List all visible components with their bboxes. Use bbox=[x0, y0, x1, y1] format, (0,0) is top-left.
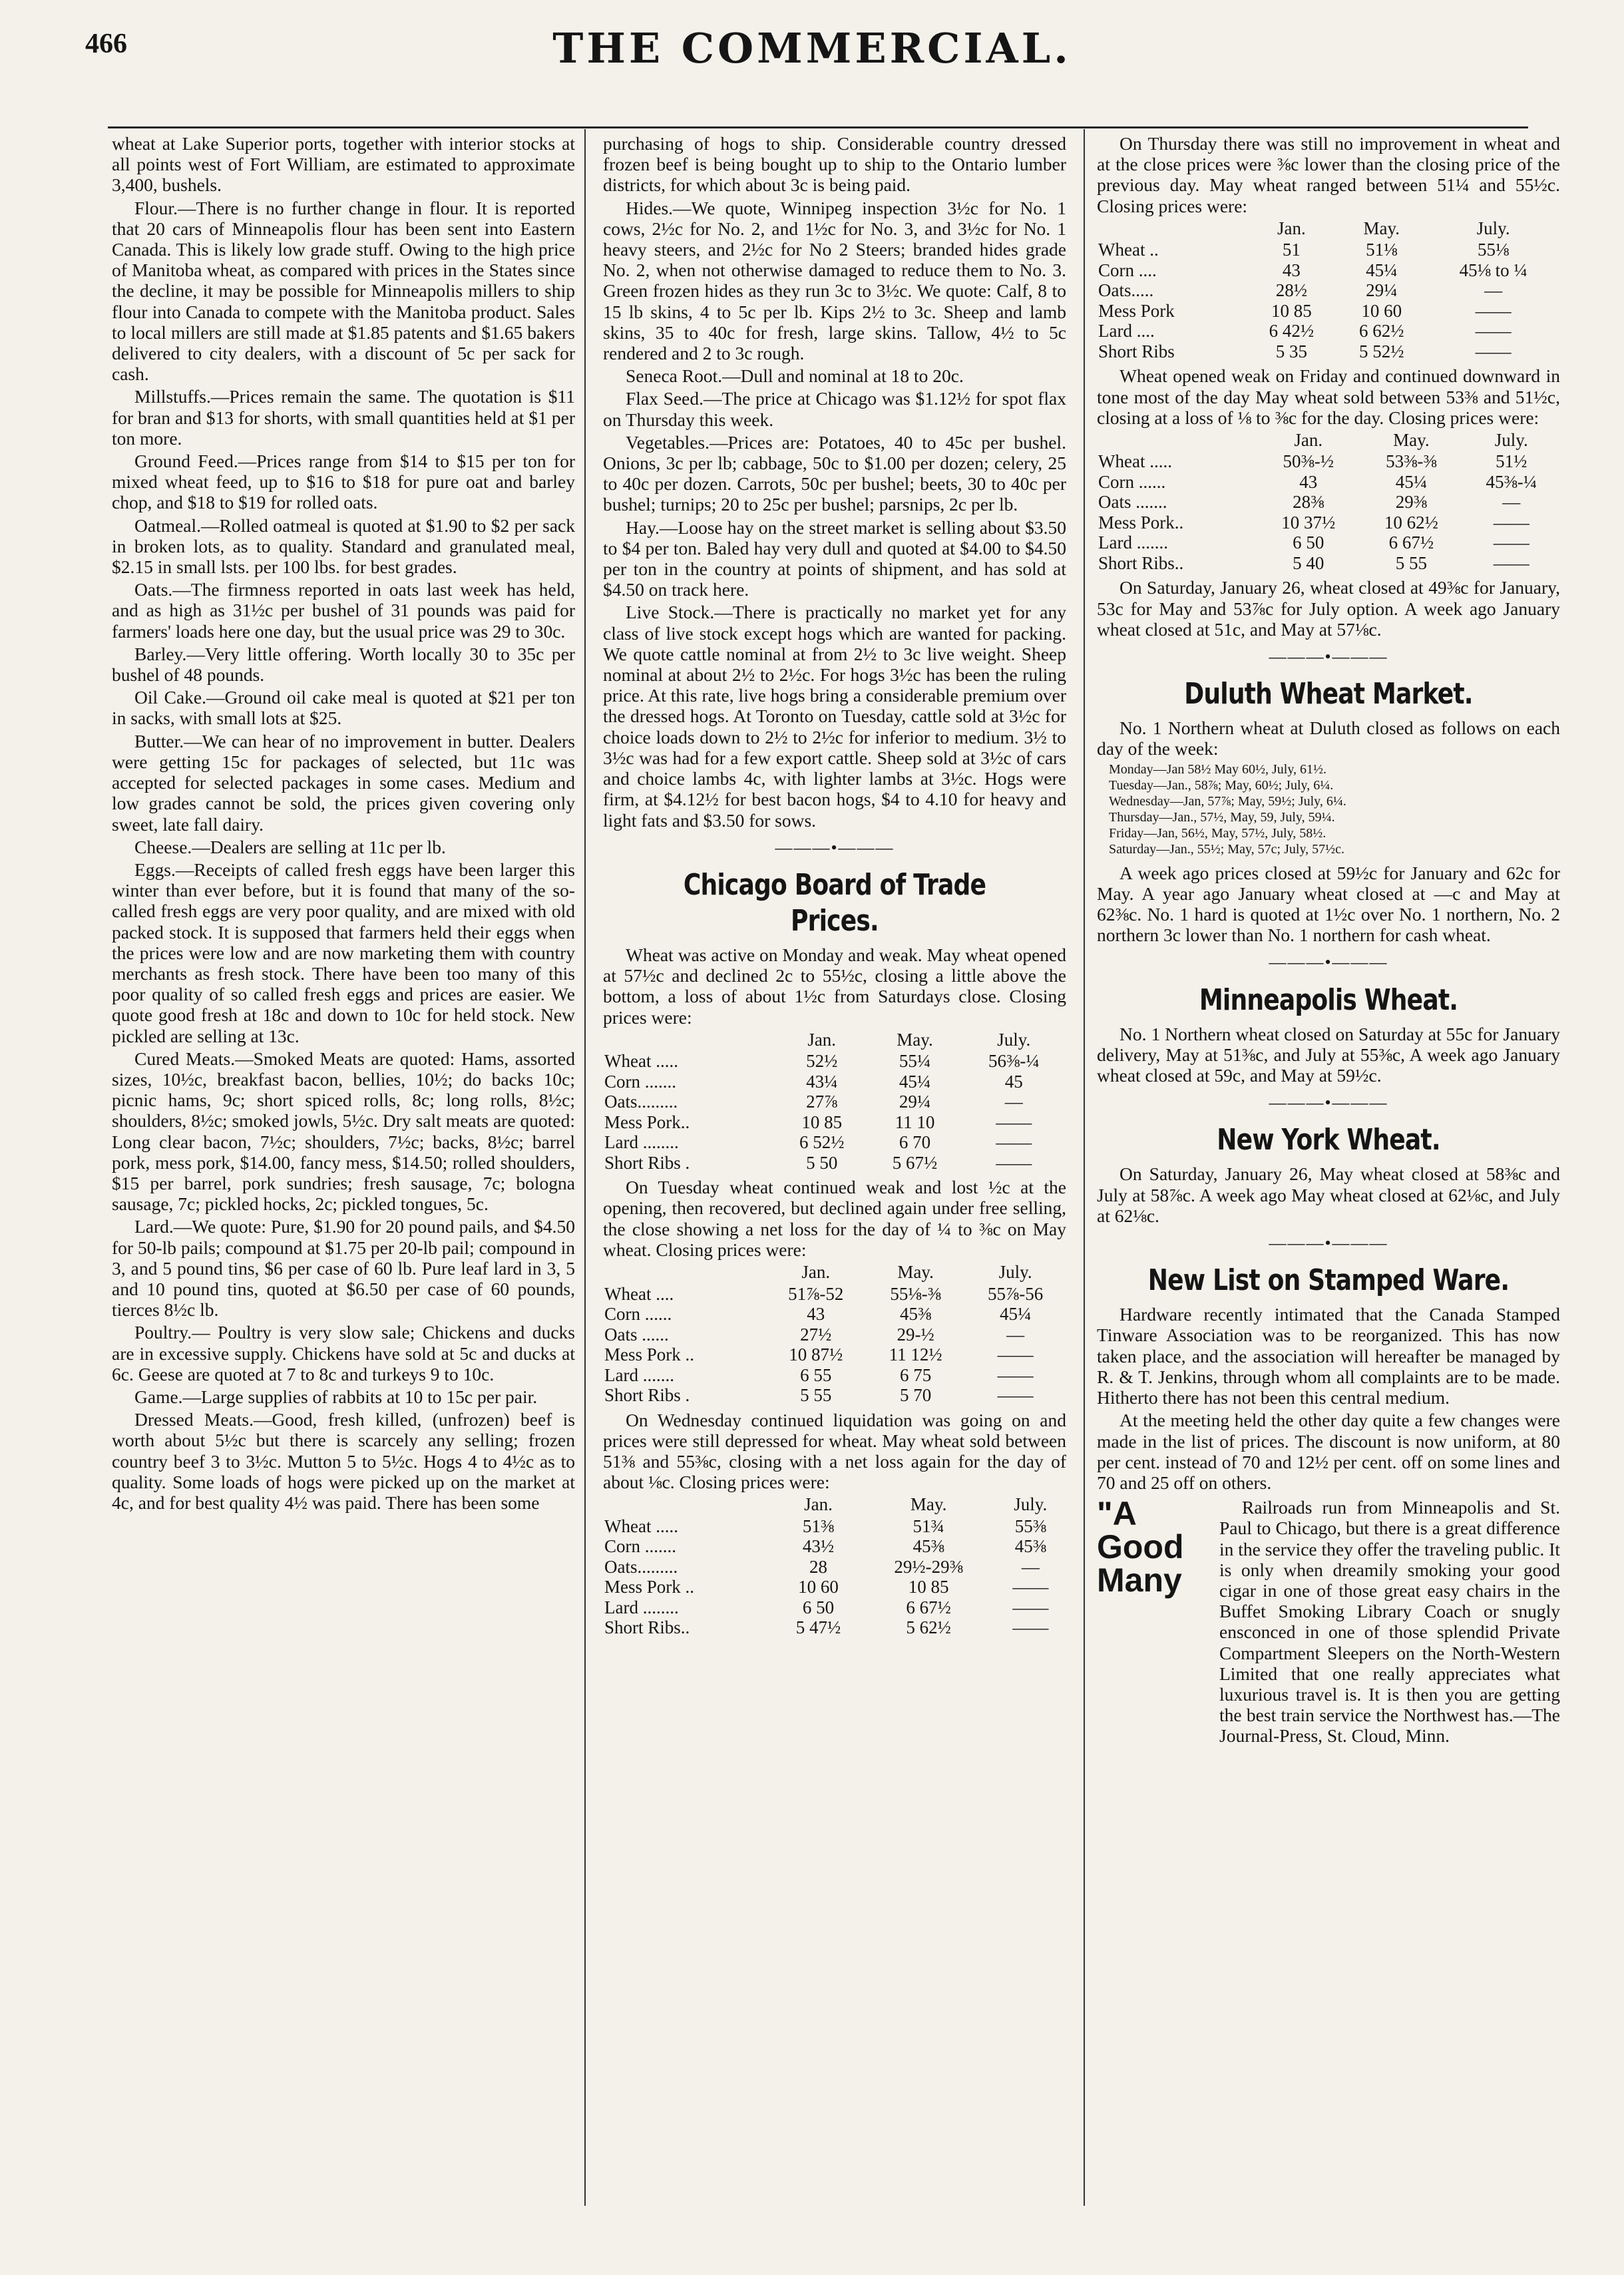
article-paragraph: No. 1 Northern wheat at Duluth closed as follows on each day of the week: bbox=[1097, 718, 1560, 759]
price-cell: 51⅞-52 bbox=[788, 1283, 844, 1304]
price-cell: 45¼ bbox=[999, 1304, 1032, 1325]
article-paragraph: Flour.—There is no further change in flour. It is reported that 20 cars of Minneapolis flour has been sent into Eastern Canada. This is likely low grade stuff. Owing to the high price of Manitoba wheat, as compared with prices in the States since the decline, it may be possible for Minneapolis millers to ship flour into Canada to compete with the Manitoba product. Sales to local millers are still made at $1.85 patents and $1.65 bakers delivered to city dealers, with a discount of 5c per sack for cash. bbox=[112, 197, 575, 385]
table-header-cell bbox=[1097, 430, 1257, 452]
price-cell: 52½ bbox=[806, 1051, 838, 1072]
table-row bbox=[603, 1112, 1066, 1133]
article-paragraph: On Tuesday wheat continued weak and lost ½c at the opening, then recovered, but declined again under free selling, the close showing a net loss for the day of ¼ to ⅜c on May wheat. Closing prices were: bbox=[603, 1177, 1066, 1260]
table-row bbox=[603, 1132, 1066, 1153]
price-cell: 55⅛-⅜ bbox=[890, 1283, 941, 1304]
section-divider: ———•——— bbox=[1269, 1233, 1388, 1253]
price-cell: 55⅛ bbox=[1478, 240, 1510, 260]
article-paragraph: Butter.—We can hear of no improvement in butter. Dealers were getting 15c for packages of selected, but 11c was accepted for selected packages in some cases. Medium and low grades cannot be sold, the prices given covering only sweet, late fall dairy. bbox=[112, 730, 575, 835]
table-header-cell bbox=[603, 1494, 774, 1516]
commodity-label: Corn ...... bbox=[604, 1304, 672, 1325]
article-paragraph: Seneca Root.—Dull and nominal at 18 to 20c. bbox=[626, 365, 964, 387]
price-cell: —— bbox=[996, 1152, 1032, 1173]
price-cell: 43¼ bbox=[806, 1071, 838, 1092]
table-row bbox=[1097, 321, 1560, 341]
price-cell: —— bbox=[1493, 532, 1529, 553]
table-row bbox=[603, 1617, 1066, 1638]
article-paragraph: Hides.—We quote, Winnipeg inspection 3½c for No. 1 cows, 2½c for No. 2, and 1½c for No. 3, and 3½c for No. 1 heavy steers, and 2½c for No 2 Steers; branded hides grade No. 2, when not otherwise damaged to reduce them to No. 3. Green frozen hides as they run 3c to 3½c. We quote: Calf, 8 to 15 lb skins, 4 to 5c per lb. Kips 2½ to 3c. Sheep and lamb skins, 35 to 40c for fresh, large skins. Tallow, 4½ to 5c rendered and 2 to 3c rough. bbox=[603, 197, 1066, 364]
article-paragraph: Vegetables.—Prices are: Potatoes, 40 to 45c per bushel. Onions, 3c per lb; cabbage, 50c to $1.00 per dozen; celery, 25 to 40c per dozen. Carrots, 50c per bushel; beets, 30 to 40c per bushel; turnips; 20 to 25c per bushel; parsnips, 2c per lb. bbox=[603, 431, 1066, 515]
table-header-cell: May. bbox=[1393, 429, 1430, 450]
table-header-row bbox=[1097, 430, 1560, 452]
table-row bbox=[603, 1385, 1066, 1406]
price-cell: 45⅜ bbox=[913, 1536, 944, 1557]
commodity-label: Wheat ..... bbox=[1098, 451, 1172, 472]
price-cell: —— bbox=[1475, 321, 1512, 341]
price-cell: 43 bbox=[1299, 471, 1318, 492]
price-cell: — bbox=[1484, 280, 1503, 301]
price-cell: 45¼ bbox=[1395, 471, 1427, 492]
article-paragraph: Live Stock.—There is practically no market yet for any class of live stock except hogs which are wanted for packing. We quote cattle nominal at from 2½ to 3c live weight. Sheep nominal at about 2½ to 2½c. For hogs 3½c has been the ruling price. At this rate, live hogs bring a considerable premium over the dressed hogs. At Toronto on Tuesday, cattle sold at 3½c for choice loads down to 2½ to 2½c for inferior to medium. 3½ to 3½c was had for a few export cattle. Sheep sold at 3½c of cars and choice lambs 4c, with lighter lambs at 3½c. Hogs were firm, at $4.12½ for best bacon hogs, $4 to 4.10 for heavy and light fats and $3.50 for sows. bbox=[603, 602, 1066, 831]
article-paragraph: On Thursday there was still no improvement in wheat and at the close prices were ⅜c lower than the closing price of the previous day. May wheat ranged between 51¼ and 55½c. Closing prices were: bbox=[1097, 133, 1560, 216]
article-paragraph: Oatmeal.—Rolled oatmeal is quoted at $1.90 to $2 per sack in broken lots, as to quality. Standard and granulated meal, $2.15 in small lsts. per 100 lbs. for best grades. bbox=[112, 515, 575, 578]
price-cell: 5 70 bbox=[900, 1385, 932, 1406]
table-row bbox=[603, 1284, 1066, 1305]
price-cell: 45¼ bbox=[899, 1071, 931, 1092]
table-row bbox=[1097, 341, 1560, 362]
table-header-cell: Jan. bbox=[804, 1494, 833, 1515]
article-paragraph: Cured Meats.—Smoked Meats are quoted: Hams, assorted sizes, 10½c, breakfast bacon, bellies, 10½; do backs 10c; picnic hams, 9c; short spiced rolls, 8c; long rolls, 8½c; shoulders, 8½c; smoked jowls, 5½c. Dry salt meats are quoted: Long clear bacon, 7½c; shoulders, 7½c; backs, 8½c; barrel pork, mess pork, $14.00, fancy mess, $14.50; rolled shoulders, $15 per barrel, pork sundries; fresh sausage, 7c; bologna sausage, 7c; pickled hocks, 2c; pickled tongues, 5c. bbox=[112, 1048, 575, 1215]
commodity-label: Oats ....... bbox=[1098, 492, 1167, 513]
price-cell: 45¼ bbox=[1366, 260, 1398, 280]
table-header-row bbox=[603, 1494, 1066, 1516]
price-cell: —— bbox=[1493, 552, 1529, 573]
table-row bbox=[603, 1536, 1066, 1557]
ad-body: Railroads run from Minneapolis and St. Paul to Chicago, but there is a great difference in the service they offer the traveling public. It is only when dreamily smoking your good cigar in one of those great easy chairs in the Buffet Smoking Library Coach or snugly ensconced in one of those splendid Private Compartment Sleepers on the North-Western Limited that one really appreciates what luxurious travel is. It is then you are getting the best train service the Northwest has.—The Journal-Press, St. Cloud, Minn. bbox=[1219, 1497, 1560, 1747]
article-paragraph: Oil Cake.—Ground oil cake meal is quoted at $21 per ton in sacks, with small lots at $25. bbox=[112, 687, 575, 729]
commodity-label: Oats..... bbox=[1098, 280, 1154, 301]
price-cell: —— bbox=[996, 1112, 1032, 1132]
table-header-cell: Jan. bbox=[1277, 218, 1306, 238]
price-cell: 10 87½ bbox=[789, 1344, 843, 1365]
article-paragraph: No. 1 Northern wheat closed on Saturday at 55c for January delivery, May at 51⅜c, and July at 55⅜c, A week ago January wheat closed at 59c, and May at 59½c. bbox=[1097, 1023, 1560, 1086]
table-row bbox=[603, 1344, 1066, 1365]
table-row bbox=[603, 1557, 1066, 1577]
price-cell: 11 10 bbox=[895, 1112, 935, 1132]
price-cell: 28½ bbox=[1275, 280, 1308, 301]
table-header-cell bbox=[603, 1030, 775, 1052]
table-header-cell: May. bbox=[897, 1262, 934, 1283]
price-cell: 45⅛ to ¼ bbox=[1459, 260, 1527, 280]
table-header-cell: July. bbox=[998, 1262, 1032, 1283]
table-row bbox=[603, 1577, 1066, 1597]
price-cell: 10 62½ bbox=[1384, 512, 1438, 532]
article-paragraph: At the meeting held the other day quite a few changes were made in the list of prices. The discount is now uniform, at 80 per cent. instead of 70 and 12½ per cent. off on some lines and 70 and 25 off on others. bbox=[1097, 1410, 1560, 1493]
price-cell: 5 52½ bbox=[1358, 341, 1404, 361]
article-paragraph: Lard.—We quote: Pure, $1.90 for 20 pound pails, and $4.50 for 50-lb pails; compound at $1.75 per 20-lb pail; compound in 3, and 5 pound tins, $6 per case of 60 lb. Pure leaf lard in 3, 5 and 10 pound tins, quoted at $6.50 per case of 60 pounds, tierces 8½c lb. bbox=[112, 1216, 575, 1321]
column-3 bbox=[1097, 133, 1560, 2210]
list-item: Wednesday—Jan, 57⅞; May, 59½; July, 6¼. bbox=[1109, 793, 1346, 809]
price-cell: —— bbox=[997, 1364, 1034, 1385]
table-header-cell: July. bbox=[1014, 1494, 1048, 1515]
price-cell: — bbox=[1004, 1092, 1023, 1112]
price-cell: 45 bbox=[1004, 1071, 1023, 1092]
table-row bbox=[603, 1072, 1066, 1092]
commodity-label: Lard ........ bbox=[604, 1597, 679, 1617]
price-cell: 10 85 bbox=[1271, 300, 1312, 321]
price-cell: 6 75 bbox=[900, 1364, 932, 1385]
article-paragraph: Poultry.— Poultry is very slow sale; Chickens and ducks are in excessive supply. Chickens have sold at 5c and ducks at 6c. Geese are quoted at 7 to 8c and turkeys 9 to 10c. bbox=[112, 1322, 575, 1384]
price-cell: 10 37½ bbox=[1281, 512, 1336, 532]
table-row bbox=[603, 1051, 1066, 1072]
column-1 bbox=[112, 133, 575, 2210]
price-cell: 45⅜ bbox=[1014, 1536, 1046, 1557]
article-paragraph: On Wednesday continued liquidation was going on and prices were still depressed for wheat. May wheat sold between 51⅜ and 55⅜c, closing with a net loss again for the day of about ⅛c. Closing prices were: bbox=[603, 1409, 1066, 1493]
duluth-headline: Duluth Wheat Market. bbox=[1184, 677, 1473, 712]
commodity-label: Lard .... bbox=[1098, 321, 1155, 341]
commodity-label: Mess Pork bbox=[1098, 300, 1175, 321]
price-cell: —— bbox=[1493, 512, 1529, 532]
price-cell: 28 bbox=[809, 1556, 827, 1577]
table-header-cell: Jan. bbox=[1294, 429, 1323, 450]
table-row bbox=[1097, 240, 1560, 260]
table-header-cell: July. bbox=[997, 1029, 1031, 1050]
article-paragraph: purchasing of hogs to ship. Considerable country dressed frozen beef is being bought up to ship to the Ontario lumber districts, for which about 3c is being paid. bbox=[603, 133, 1066, 196]
price-cell: —— bbox=[1475, 300, 1512, 321]
price-cell: 53⅜-⅜ bbox=[1386, 451, 1437, 472]
table-header-cell: July. bbox=[1476, 218, 1510, 238]
commodity-label: Mess Pork .. bbox=[604, 1344, 695, 1365]
chicago-headline: Chicago Board of Trade Prices. bbox=[683, 867, 986, 938]
price-cell: 29¼ bbox=[1366, 280, 1398, 301]
article-paragraph: A week ago prices closed at 59½c for January and 62c for May. A year ago January wheat closed at —c and May at 62⅜c. No. 1 hard is quoted at 1½c over No. 1 northern, No. 2 northern 3c lower than No. 1 northern for cash wheat. bbox=[1097, 862, 1560, 946]
article-paragraph: Millstuffs.—Prices remain the same. The quotation is $11 for bran and $13 for shorts, with small quantities held at $1 per ton more. bbox=[112, 386, 575, 449]
article-paragraph: Hardware recently intimated that the Canada Stamped Tinware Association was to be reorganized. This has now taken place, and the association will hereafter be managed by R. & T. Jenkins, through whom all complaints are to be made. Hitherto there has not been this central medium. bbox=[1097, 1304, 1560, 1408]
price-cell: 6 70 bbox=[899, 1132, 931, 1153]
table-row bbox=[1097, 301, 1560, 321]
price-cell: 50⅜-½ bbox=[1283, 451, 1334, 472]
duluth-daily-list bbox=[1109, 761, 1560, 857]
price-cell: 27½ bbox=[800, 1324, 832, 1344]
article-paragraph: Game.—Large supplies of rabbits at 10 to 15c per pair. bbox=[134, 1386, 538, 1407]
price-cell: —— bbox=[997, 1385, 1034, 1406]
commodity-label: Short Ribs . bbox=[604, 1152, 690, 1173]
table-header-cell: May. bbox=[897, 1029, 933, 1050]
price-cell: 51⅜ bbox=[802, 1516, 835, 1536]
price-cell: 6 55 bbox=[800, 1364, 832, 1385]
article-paragraph: Dressed Meats.—Good, fresh killed, (unfrozen) beef is worth about 5½c but there is scarcely any selling; frozen country beef 3 to 3½c. Mutton 5 to 5½c. Hogs 4 to 4½c as to quality. Some loads of hogs were picked up on the market at 4c, and for best quality 4½ was paid. There has been some bbox=[112, 1409, 575, 1513]
commodity-label: Corn ....... bbox=[604, 1536, 676, 1557]
table-row bbox=[1097, 492, 1560, 513]
table-row bbox=[603, 1153, 1066, 1173]
price-cell: 6 50 bbox=[802, 1597, 835, 1617]
price-cell: 55⅜ bbox=[1014, 1516, 1046, 1536]
section-divider: ———•——— bbox=[1269, 1093, 1388, 1113]
price-cell: 5 40 bbox=[1293, 552, 1324, 573]
commodity-label: Lard ........ bbox=[604, 1132, 679, 1153]
section-divider: ———•——— bbox=[1269, 647, 1388, 667]
article-paragraph: Cheese.—Dealers are selling at 11c per lb. bbox=[134, 836, 446, 857]
commodity-label: Wheat ..... bbox=[604, 1051, 678, 1072]
article-paragraph: Wheat was active on Monday and weak. May wheat opened at 57½c and declined 2c to 55½c, closing a little above the bottom, a loss of about 1½c from Saturdays close. Closing prices were: bbox=[603, 944, 1066, 1028]
price-cell: —— bbox=[1012, 1597, 1049, 1617]
price-table bbox=[603, 1262, 1066, 1406]
table-row bbox=[1097, 553, 1560, 574]
price-cell: 43 bbox=[1282, 260, 1301, 280]
article-paragraph: On Saturday, January 26, May wheat closed at 58⅜c and July at 58⅞c. A week ago May wheat closed at 62⅛c, and July at 62⅛c. bbox=[1097, 1163, 1560, 1226]
commodity-label: Mess Pork .. bbox=[604, 1577, 695, 1597]
price-cell: 55¼ bbox=[899, 1051, 931, 1072]
price-cell: 29¼ bbox=[899, 1092, 931, 1112]
commodity-label: Short Ribs.. bbox=[604, 1617, 690, 1638]
table-row bbox=[603, 1304, 1066, 1325]
list-item: Thursday—Jan., 57½, May, 59, July, 59¼. bbox=[1109, 809, 1335, 825]
price-cell: 45⅜-¼ bbox=[1486, 471, 1537, 492]
column-divider-1 bbox=[584, 129, 586, 2206]
price-cell: 55⅞-56 bbox=[987, 1283, 1044, 1304]
table-row bbox=[1097, 513, 1560, 533]
article-paragraph: wheat at Lake Superior ports, together with interior stocks at all points west of Fort William, are estimated to approximate 3,400, bushels. bbox=[112, 133, 575, 196]
commodity-label: Corn ....... bbox=[604, 1071, 676, 1092]
price-cell: 56⅜-¼ bbox=[988, 1051, 1040, 1072]
commodity-label: Oats ...... bbox=[604, 1324, 669, 1344]
price-cell: 5 67½ bbox=[892, 1152, 938, 1173]
section-divider: ———•——— bbox=[1269, 952, 1388, 972]
price-cell: 6 52½ bbox=[799, 1132, 845, 1153]
price-cell: 10 60 bbox=[798, 1577, 839, 1597]
price-cell: — bbox=[1502, 492, 1521, 513]
article-paragraph: On Saturday, January 26, wheat closed at 49⅜c for January, 53c for May and 53⅞c for July option. A week ago January wheat closed at 51c, and May at 57⅛c. bbox=[1097, 577, 1560, 640]
table-header-row bbox=[603, 1262, 1066, 1284]
commodity-label: Corn .... bbox=[1098, 260, 1157, 280]
price-cell: 29⅜ bbox=[1395, 492, 1427, 513]
table-header-cell bbox=[1097, 218, 1247, 240]
price-cell: 51⅛ bbox=[1366, 240, 1398, 260]
commodity-label: Mess Pork.. bbox=[1098, 512, 1184, 532]
price-cell: 29-½ bbox=[897, 1324, 934, 1344]
price-cell: —— bbox=[1475, 341, 1512, 361]
price-cell: — bbox=[1021, 1556, 1040, 1577]
price-cell: —— bbox=[996, 1132, 1032, 1153]
price-cell: 5 55 bbox=[1395, 552, 1427, 573]
commodity-label: Short Ribs.. bbox=[1098, 552, 1184, 573]
page-number: 466 bbox=[85, 29, 127, 59]
table-row bbox=[603, 1325, 1066, 1345]
commodity-label: Oats......... bbox=[604, 1556, 678, 1577]
price-cell: 51¾ bbox=[913, 1516, 944, 1536]
price-cell: 5 35 bbox=[1275, 341, 1308, 361]
price-table bbox=[603, 1030, 1066, 1173]
list-item: Friday—Jan, 56½, May, 57½, July, 58½. bbox=[1109, 825, 1326, 841]
article-paragraph: Flax Seed.—The price at Chicago was $1.12½ for spot flax on Thursday this week. bbox=[603, 388, 1066, 430]
commodity-label: Short Ribs bbox=[1098, 341, 1175, 361]
table-row bbox=[603, 1516, 1066, 1537]
commodity-label: Wheat ..... bbox=[604, 1516, 678, 1536]
header-rule bbox=[108, 126, 1528, 128]
price-cell: 27⅞ bbox=[806, 1092, 838, 1112]
minneapolis-headline: Minneapolis Wheat. bbox=[1199, 982, 1458, 1017]
price-table bbox=[1097, 430, 1560, 574]
price-cell: 6 50 bbox=[1293, 532, 1324, 553]
commodity-label: Short Ribs . bbox=[604, 1385, 690, 1406]
table-header-cell: Jan. bbox=[807, 1029, 837, 1050]
column-divider-2 bbox=[1084, 129, 1085, 2206]
price-cell: 5 62½ bbox=[906, 1617, 951, 1638]
price-cell: 43 bbox=[807, 1304, 825, 1325]
table-row bbox=[1097, 280, 1560, 301]
price-cell: 5 47½ bbox=[795, 1617, 841, 1638]
price-cell: 10 85 bbox=[908, 1577, 949, 1597]
table-row bbox=[603, 1365, 1066, 1386]
article-paragraph: Barley.—Very little offering. Worth locally 30 to 35c per bushel of 48 pounds. bbox=[112, 643, 575, 686]
railroad-advertisement bbox=[1097, 1497, 1560, 1748]
price-table bbox=[603, 1494, 1066, 1638]
table-header-cell bbox=[603, 1262, 765, 1284]
section-divider: ———•——— bbox=[775, 837, 895, 857]
table-row bbox=[1097, 260, 1560, 281]
price-cell: 6 42½ bbox=[1269, 321, 1315, 341]
price-cell: 5 55 bbox=[800, 1385, 832, 1406]
price-cell: 43½ bbox=[802, 1536, 835, 1557]
new-york-headline: New York Wheat. bbox=[1217, 1123, 1440, 1157]
price-cell: 29½-29⅜ bbox=[894, 1556, 963, 1577]
article-paragraph: Wheat opened weak on Friday and continued downward in tone most of the day May wheat sold between 53⅜ and 51½c, closing at a loss of ⅛ to ⅜c for the day. Closing prices were: bbox=[1097, 365, 1560, 428]
table-row bbox=[1097, 472, 1560, 493]
price-cell: —— bbox=[1012, 1617, 1049, 1638]
article-paragraph: Hay.—Loose hay on the street market is selling about $3.50 to $4 per ton. Baled hay very dull and quoted at $4.00 to $4.50 per ton in the country at points of shipment, and has sold at $4.50 on track here. bbox=[603, 517, 1066, 600]
price-cell: 6 67½ bbox=[906, 1597, 951, 1617]
table-header-cell: May. bbox=[910, 1494, 947, 1515]
price-cell: 51 bbox=[1282, 240, 1301, 260]
price-cell: —— bbox=[1012, 1577, 1049, 1597]
ad-display-text: "A Good Many bbox=[1097, 1495, 1184, 1599]
table-header-cell: July. bbox=[1494, 429, 1528, 450]
price-cell: 10 60 bbox=[1361, 300, 1402, 321]
list-item: Saturday—Jan., 55½; May, 57c; July, 57½c. bbox=[1109, 841, 1345, 857]
price-cell: 6 67½ bbox=[1388, 532, 1434, 553]
table-header-row bbox=[603, 1030, 1066, 1052]
article-paragraph: Eggs.—Receipts of called fresh eggs have been larger this winter than ever before, but it is found that many of the so-called fresh eggs are very poor quality, and are mixed with old packed stock. It is supposed that farmers held their eggs when the prices were low and are now marketing them with country merchants as fresh stock. There have been too many of this poor quality of so called fresh eggs and prices are easier. We quote good fresh at 18c and down to 10c for held stock. New pickled are selling at 13c. bbox=[112, 859, 575, 1046]
price-cell: 28⅜ bbox=[1293, 492, 1324, 513]
stamped-ware-headline: New List on Stamped Ware. bbox=[1147, 1263, 1510, 1298]
price-cell: 10 85 bbox=[801, 1112, 843, 1132]
table-row bbox=[1097, 451, 1560, 472]
column-2 bbox=[603, 133, 1066, 2210]
price-cell: 6 62½ bbox=[1358, 321, 1404, 341]
table-row bbox=[603, 1092, 1066, 1112]
price-cell: — bbox=[1006, 1324, 1025, 1344]
table-header-cell: May. bbox=[1363, 218, 1400, 238]
table-header-row bbox=[1097, 218, 1560, 240]
masthead: THE COMMERCIAL. bbox=[552, 24, 1072, 73]
commodity-label: Mess Pork.. bbox=[604, 1112, 690, 1132]
commodity-label: Lard ....... bbox=[604, 1364, 674, 1385]
commodity-label: Oats......... bbox=[604, 1092, 678, 1112]
price-table bbox=[1097, 218, 1560, 362]
price-cell: 11 12½ bbox=[889, 1344, 942, 1365]
price-cell: —— bbox=[997, 1344, 1034, 1365]
list-item: Tuesday—Jan., 58⅞; May, 60½; July, 6¼. bbox=[1109, 777, 1334, 793]
table-header-cell: Jan. bbox=[801, 1262, 831, 1283]
price-cell: 51½ bbox=[1496, 451, 1527, 472]
list-item: Monday—Jan 58½ May 60½, July, 61½. bbox=[1109, 761, 1327, 777]
commodity-label: Lard ....... bbox=[1098, 532, 1168, 553]
table-row bbox=[603, 1597, 1066, 1618]
article-paragraph: Oats.—The firmness reported in oats last week has held, and as high as 31½c per bushel of 31 pounds was paid for farmers' loads here one day, but the usual price was 29 to 30c. bbox=[112, 579, 575, 642]
commodity-label: Wheat .... bbox=[604, 1283, 674, 1304]
commodity-label: Corn ...... bbox=[1098, 471, 1166, 492]
price-cell: 5 50 bbox=[806, 1152, 838, 1173]
commodity-label: Wheat .. bbox=[1098, 240, 1159, 260]
table-row bbox=[1097, 532, 1560, 553]
price-cell: 45⅜ bbox=[900, 1304, 932, 1325]
article-paragraph: Ground Feed.—Prices range from $14 to $15 per ton for mixed wheat feed, up to $16 to $18 for pure oat and barley chop, and $18 to $19 for rolled oats. bbox=[112, 451, 575, 513]
